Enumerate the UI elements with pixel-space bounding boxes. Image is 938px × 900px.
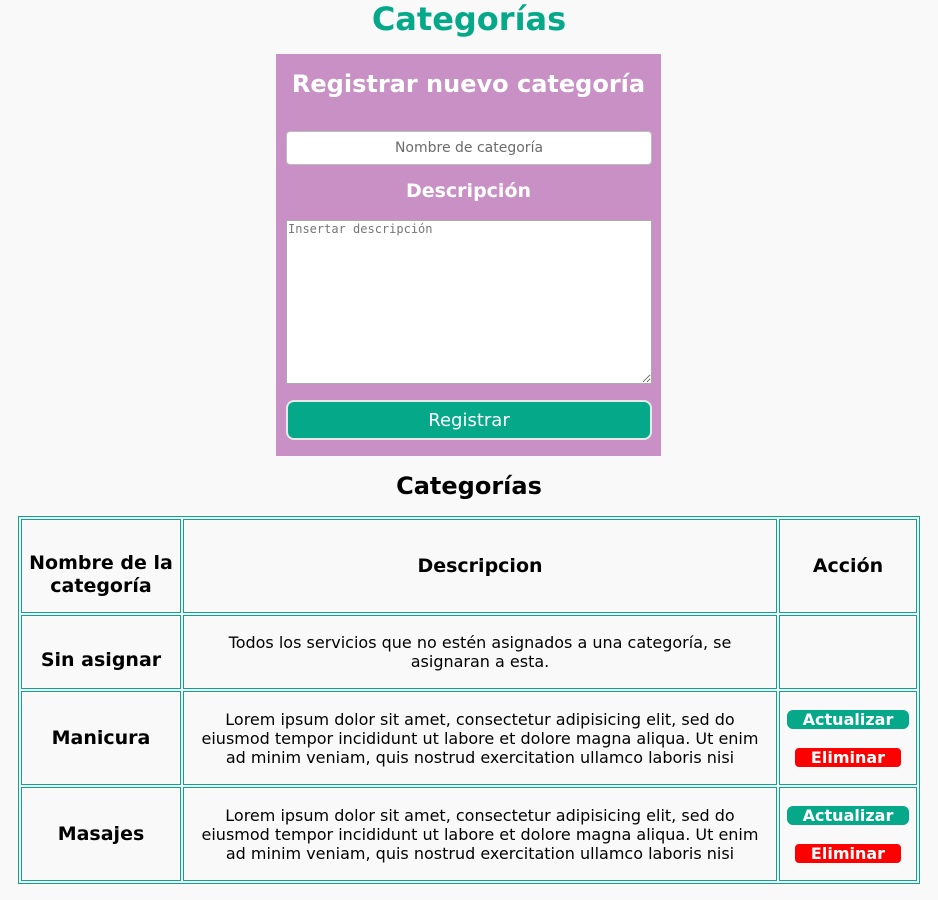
row-description: Lorem ipsum dolor sit amet, consectetur adipisicing elit, sed do eiusmod tempor incididunt ut labore et dolore magna aliqua. Ut enim ad minim veniam, quis nostrud exercitation ullamco laboris nisi [183,691,777,785]
row-action-cell [779,691,917,785]
header-category-name [21,519,181,613]
row-actions [781,806,915,863]
row-actions [781,710,915,767]
update-button[interactable]: Actualizar [787,806,910,825]
header-category-name-label: Nombre de la categoría [29,552,173,597]
categories-table-container [18,516,920,884]
header-action: Acción [779,519,917,613]
header-description: Descripcion [183,519,777,613]
delete-button[interactable]: Eliminar [795,844,901,863]
row-category-name-text: Sin asignar [40,649,162,671]
categories-section-title: Categorías [396,472,542,500]
categories-table [18,516,920,884]
description-label: Descripción [405,180,532,202]
update-button[interactable]: Actualizar [787,710,910,729]
row-description: Todos los servicios que no estén asignados a una categoría, se asignaran a esta. [183,615,777,689]
register-category-form [276,54,661,456]
table-header-row [21,519,917,613]
row-description: Lorem ipsum dolor sit amet, consectetur adipisicing elit, sed do eiusmod tempor incididunt ut labore et dolore magna aliqua. Ut enim ad minim veniam, quis nostrud exercitation ullamco laboris nisi [183,787,777,881]
description-textarea[interactable] [286,220,652,384]
delete-button[interactable]: Eliminar [795,748,901,767]
row-category-name [21,615,181,689]
form-title: Registrar nuevo categoría [291,70,646,98]
category-name-input[interactable] [286,131,652,165]
row-category-name: Masajes [21,787,181,881]
page-title: Categorías [371,0,567,38]
table-row [21,787,917,881]
register-button[interactable]: Registrar [286,400,652,440]
row-action-cell [779,787,917,881]
table-row [21,615,917,689]
table-row [21,691,917,785]
row-action-cell-empty [779,615,917,689]
row-category-name: Manicura [21,691,181,785]
